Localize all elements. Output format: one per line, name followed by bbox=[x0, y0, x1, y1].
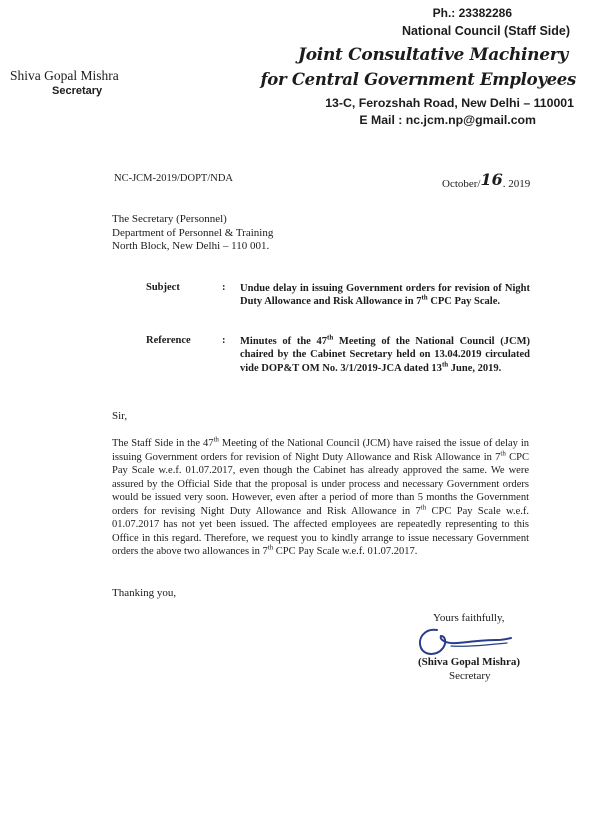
signer-name: (Shiva Gopal Mishra) bbox=[418, 656, 521, 668]
reference-label: Reference bbox=[146, 335, 191, 346]
reference-text bbox=[240, 335, 530, 375]
body-text-5: CPC Pay Scale w.e.f. 01.07.2017. bbox=[273, 546, 418, 557]
body-text-2: Meeting of the National Council (JCM) have raised the issue of delay in issuing Government orders for revision of Night Duty Allowance and Risk Allowance in 7 bbox=[112, 438, 529, 463]
subject-text-a: Undue delay in issuing Government orders for revision of Night Duty Allowance and Risk Allowance in 7 bbox=[240, 283, 530, 308]
body-paragraph bbox=[112, 437, 529, 559]
email-address: E Mail : nc.jcm.np@gmail.com bbox=[359, 113, 536, 127]
subject-text-b: CPC Pay Scale. bbox=[427, 296, 501, 308]
letter-date bbox=[442, 172, 530, 191]
subject-label: Subject bbox=[146, 282, 180, 293]
thanking-line: Thanking you, bbox=[112, 587, 177, 599]
addressee-line: Department of Personnel & Training bbox=[112, 226, 274, 239]
signer-title: Secretary bbox=[449, 670, 491, 682]
addressee-line: The Secretary (Personnel) bbox=[112, 213, 227, 225]
reference-sup-2: th bbox=[441, 360, 449, 369]
date-suffix: . 2019 bbox=[502, 178, 531, 190]
sender-name: Shiva Gopal Mishra bbox=[10, 68, 119, 83]
body-text-1: The Staff Side in the 47 bbox=[112, 438, 214, 449]
office-address: 13-C, Ferozshah Road, New Delhi – 110001 bbox=[325, 96, 574, 110]
body-text-4: CPC Pay Scale w.e.f. 01.07.2017 has not yet been issued. The affected employees are repeatedly representing to this Office in this regard. Therefore, we request you to kindly arrange to issue necessary Government orders the above two allowances in 7 bbox=[112, 505, 529, 557]
subject-colon: : bbox=[222, 282, 226, 293]
body-sup-4: th bbox=[267, 543, 274, 552]
closing-line: Yours faithfully, bbox=[433, 612, 505, 624]
sender-title: Secretary bbox=[52, 85, 103, 97]
date-day: 16 bbox=[480, 170, 503, 189]
reference-sup-1: th bbox=[327, 333, 334, 342]
phone-number: Ph.: 23382286 bbox=[432, 6, 512, 20]
subject-text bbox=[240, 282, 530, 309]
jcm-line-2: for Central Government Employees bbox=[260, 70, 576, 89]
body-sup-3: th bbox=[420, 503, 427, 511]
reference-number: NC-JCM-2019/DOPT/NDA bbox=[114, 173, 234, 184]
subject-sup: th bbox=[421, 293, 428, 302]
reference-text-c: June, 2019. bbox=[448, 362, 502, 374]
body-sup-2: th bbox=[500, 449, 506, 457]
addressee-line: North Block, New Delhi – 110 001. bbox=[112, 240, 270, 252]
addressee-block bbox=[112, 213, 273, 254]
signature-stroke bbox=[420, 630, 511, 654]
reference-text-b: Meeting of the National Council (JCM) chaired by the Cabinet Secretary held on 13.04.2019 circulated vide DOP&T OM No. 3/1/2019-JCA dated 13 bbox=[240, 336, 530, 374]
reference-colon: : bbox=[222, 335, 226, 346]
date-prefix: October/ bbox=[442, 178, 481, 190]
reference-text-a: Minutes of the 47 bbox=[240, 336, 328, 347]
jcm-line-1: Joint Consultative Machinery bbox=[298, 45, 568, 65]
body-text-3: CPC Pay Scale w.e.f. 01.07.2017, even though the Cabinet has already approved the same. We were assured by the Official Side that the proposal is under process and necessary Government orders would be issued very soon. However, even after a period of more than 5 months the Government orders for revising Night Duty Allowance and Risk Allowance in 7 bbox=[112, 451, 529, 517]
salutation: Sir, bbox=[112, 410, 128, 422]
organization-name: National Council (Staff Side) bbox=[401, 24, 570, 38]
body-sup-1: th bbox=[213, 435, 219, 444]
